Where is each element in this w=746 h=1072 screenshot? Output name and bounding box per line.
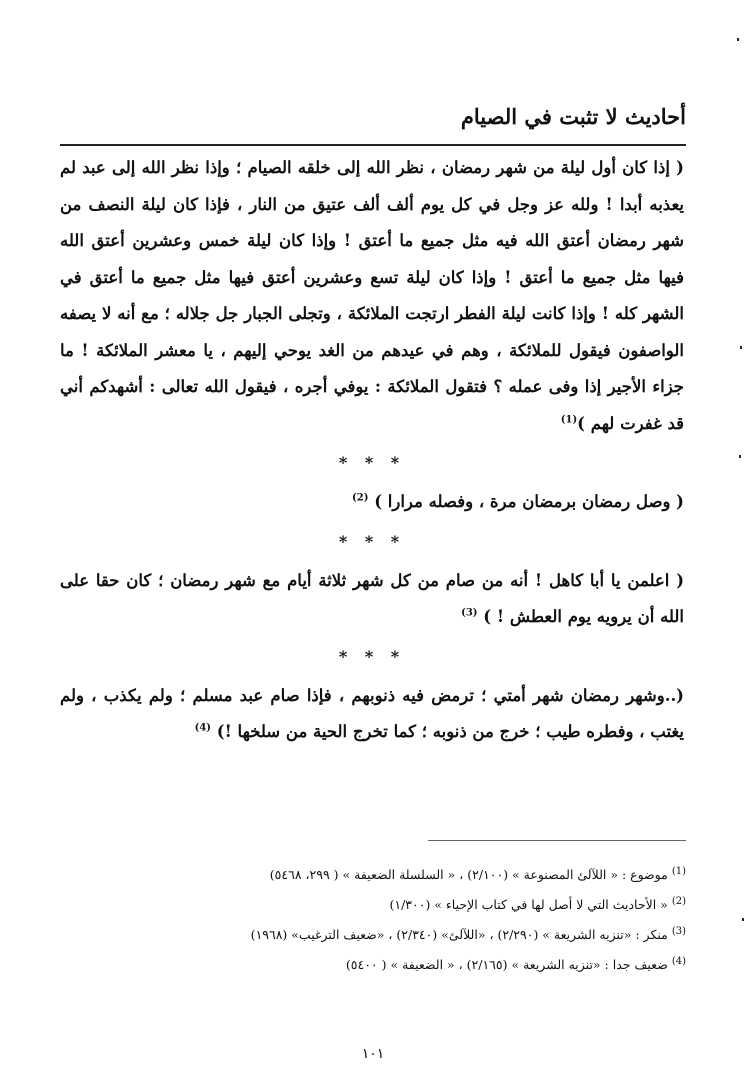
footnote-text: منكر : «تنزيه الشريعة » (٢/٢٩٠) ، «اللآلئ» (٢/٣٤٠) ، «ضعيف الترغيب» (١٩٦٨): [250, 927, 668, 942]
hadith-2-text: ( وصل رمضان برمضان مرة ، وفصله مرارا ): [374, 492, 684, 511]
hadith-3: [60, 563, 684, 636]
hadith-4: [60, 678, 684, 751]
footnote-2: [62, 890, 686, 920]
footnote-1: [62, 860, 686, 890]
hadith-3-last-line: كان حقا على الله أن يرويه يوم العطش ! ): [60, 570, 684, 626]
footnote-marker: (3): [671, 925, 686, 937]
footnote-3: [62, 920, 686, 950]
hadith-2: [60, 484, 684, 521]
separator-2: * * *: [338, 531, 406, 551]
hadith-1: [60, 150, 684, 442]
running-title: أحاديث لا تثبت في الصيام: [460, 104, 686, 129]
footnote-ref-2: (2): [352, 492, 369, 504]
footnote-marker: (4): [671, 955, 686, 967]
hadith-4-text: (..وشهر رمضان شهر أمتي ؛ ترمض فيه ذنوبهم ، فإذا صام عبد مسلم ؛ ولم يكذب ، ولم يغتب ، وفطره طيب ؛ خرج من ذنوبه ؛ كما تخرج الحية من: [60, 685, 684, 741]
footnote-text: « الأحاديث التي لا أصل لها في كتاب الإحياء » (١/٣٠٠): [389, 897, 668, 912]
header-rule: [60, 144, 686, 146]
footnote-marker: (2): [671, 895, 686, 907]
page-body: [60, 150, 684, 751]
footnote-rule: [428, 840, 686, 841]
hadith-1-text: ( إذا كان أول ليلة من شهر رمضان ، نظر الله إلى خلقه الصيام ؛ وإذا نظر الله إلى عبد لم يعذبه أبدا ! ولله عز وجل في كل يوم ألف ألف عتيق من النار ، فإذا كان ليلة النصف من شهر رمضان أعتق الله فيه مثل جميع ما أعتق ! وإذا كان ليلة خمس وعشرين أعتق الله فيها مثل جميع ما أعتق ! وإذا كان ليلة تسع وعشرين أعتق فيها مثل جميع ما أعتق في الشهر كله ! وإذا كانت ليلة الفطر ارتجت الملائكة ، وتجلى الجبار جل جلاله ؛ مع أنه لا يصفه الواصفون فيقول للملائكة ، وهم في عيدهم من الغد يوحي إليهم ، يا معشر الملائكة ! ما جزاء الأجير إذا وفى عمله ؟ فتقول الملائكة : يوفي أجره ، فيقول الله تعالى :: [60, 158, 684, 396]
footnote-4: [62, 950, 686, 980]
footnotes: [62, 860, 686, 980]
footnote-marker: (1): [671, 865, 686, 877]
separator-1: * * *: [338, 453, 406, 472]
page-number: ١٠١: [361, 1046, 385, 1062]
footnote-ref-1: (1): [560, 414, 578, 425]
hadith-1-last-line: أشهدكم أني قد غفرت لهم ): [60, 377, 684, 433]
footnote-text: موضوع : « اللآلئ المصنوعة » (٢/١٠٠) ، « السلسلة الضعيفة » ( ٢٩٩، ٥٤٦٨): [269, 867, 668, 882]
hadith-3-text: ( اعلمن يا أبا كاهل ! أنه من صام من كل شهر ثلاثة أيام مع شهر رمضان ؛: [158, 570, 685, 590]
footnote-ref-3: (3): [461, 607, 478, 619]
hadith-4-last-line: سلخها !): [216, 722, 281, 741]
page-header: [60, 104, 686, 148]
separator-3: * * *: [338, 646, 406, 666]
footnote-ref-4: (4): [194, 722, 212, 734]
footnote-text: ضعيف جدا : «تنزيه الشريعة » (٢/١٦٥) ، « الضعيفة » ( ٥٤٠٠): [345, 957, 668, 972]
